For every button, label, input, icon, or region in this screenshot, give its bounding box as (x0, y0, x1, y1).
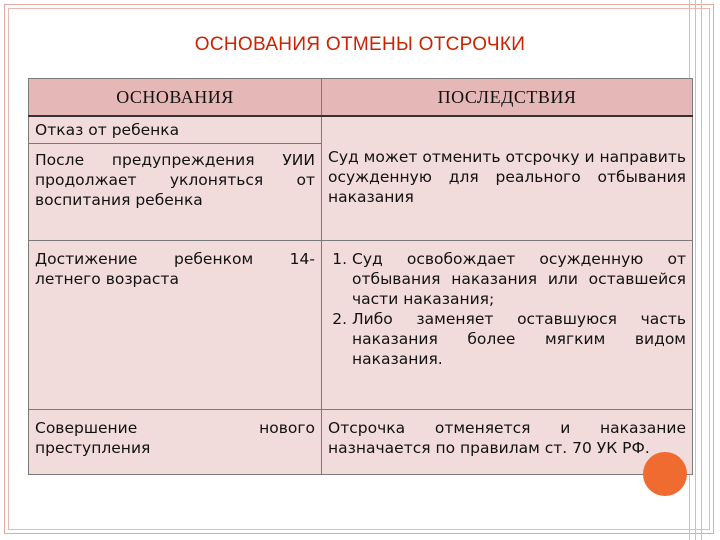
consequence-cell-3 (322, 410, 693, 475)
table-row (29, 241, 693, 410)
ground-text: Достижение ребенком 14-летнего возраста (35, 250, 315, 288)
header-grounds: ОСНОВАНИЯ (29, 79, 322, 117)
table-row (29, 116, 693, 144)
grounds-table (28, 78, 693, 475)
decorative-circle (643, 452, 687, 496)
ground-cell-3 (29, 410, 322, 475)
decor-line (695, 0, 696, 540)
table-row (29, 410, 693, 475)
ground-cell-1 (29, 144, 322, 241)
consequence-cell-2 (322, 241, 693, 410)
ground-cell-2 (29, 241, 322, 410)
table-header-row (29, 79, 693, 117)
consequence-text: Отсрочка отменяется и наказание назначается по правилам ст. 70 УК РФ. (328, 419, 686, 457)
ground-text: После предупреждения УИИ продолжает уклоняться от воспитания ребенка (35, 151, 315, 209)
consequence-text: Суд может отменить отсрочку и направить осужденную для реального отбывания наказания (328, 148, 686, 206)
consequence-list (328, 249, 686, 369)
group-label: Отказ от ребенка (35, 121, 180, 139)
list-item: 2. Либо заменяет оставшуюся часть наказания более мягким видом наказания. (352, 309, 686, 369)
group-label-cell (29, 116, 322, 144)
ground-text: Совершение нового преступления (35, 419, 315, 457)
list-item: 1. Суд освобождает осужденную от отбывания наказания или оставшейся части наказания; (352, 249, 686, 309)
decor-line (701, 0, 702, 540)
consequence-cell-1 (322, 116, 693, 241)
header-consequences: ПОСЛЕДСТВИЯ (322, 79, 693, 117)
slide-title: ОСНОВАНИЯ ОТМЕНЫ ОТСРОЧКИ (194, 34, 526, 55)
